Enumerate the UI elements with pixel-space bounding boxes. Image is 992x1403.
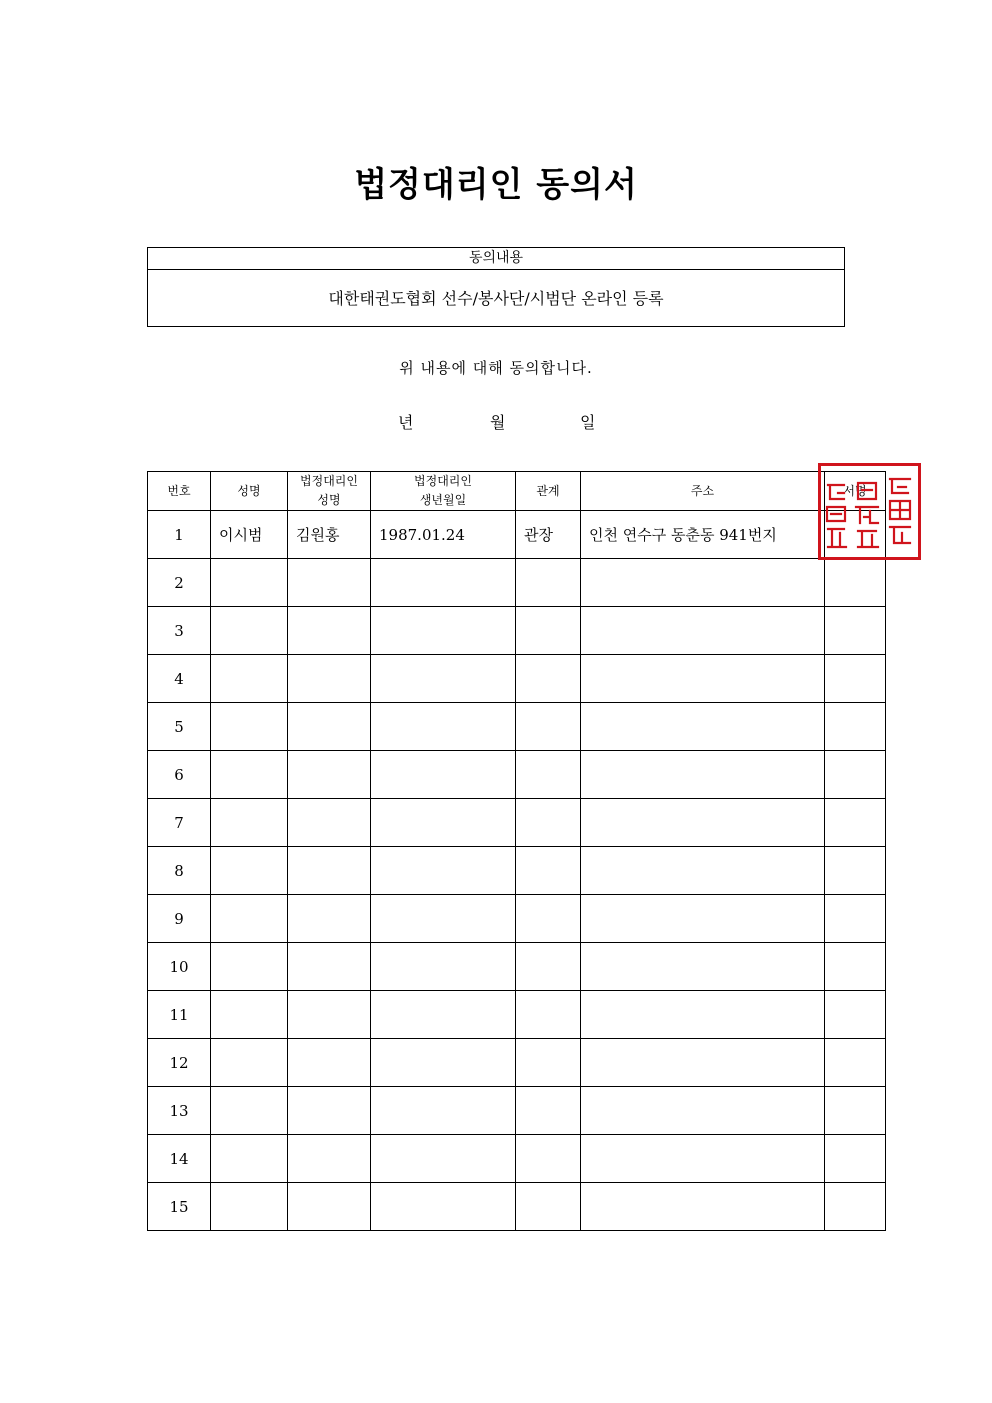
table-row (148, 799, 886, 847)
header-guardian-name-line1: 법정대리인 (300, 474, 358, 488)
consent-body: 대한태권도협회 선수/봉사단/시범단 온라인 등록 (328, 289, 664, 308)
cell-no: 14 (148, 1135, 211, 1183)
cell-name (211, 991, 288, 1039)
cell-no: 6 (148, 751, 211, 799)
cell-no: 9 (148, 895, 211, 943)
page-title: 법정대리인 동의서 (354, 165, 638, 205)
cell-relation (516, 1087, 581, 1135)
cell-name (211, 943, 288, 991)
cell-no: 13 (148, 1087, 211, 1135)
cell-address (581, 895, 825, 943)
cell-address (581, 1039, 825, 1087)
cell-relation (516, 847, 581, 895)
consent-box (147, 247, 845, 327)
cell-no: 2 (148, 559, 211, 607)
header-no: 번호 (148, 472, 211, 511)
cell-address (581, 751, 825, 799)
cell-signature (825, 799, 886, 847)
cell-name (211, 1135, 288, 1183)
cell-address (581, 559, 825, 607)
cell-name (211, 1183, 288, 1231)
cell-signature (825, 1183, 886, 1231)
cell-guardian-birth (371, 1039, 516, 1087)
cell-relation (516, 1135, 581, 1183)
cell-relation: 관장 (516, 511, 581, 559)
cell-guardian-birth (371, 991, 516, 1039)
header-guardian-name-line2: 성명 (317, 493, 341, 507)
cell-guardian-birth (371, 847, 516, 895)
cell-address (581, 655, 825, 703)
cell-address (581, 1135, 825, 1183)
cell-address: 인천 연수구 동춘동 941번지 (581, 511, 825, 559)
cell-no: 4 (148, 655, 211, 703)
cell-signature (825, 847, 886, 895)
table-row (148, 895, 886, 943)
table-row (148, 751, 886, 799)
cell-address (581, 703, 825, 751)
header-address: 주소 (581, 472, 825, 511)
cell-no: 5 (148, 703, 211, 751)
cell-no: 7 (148, 799, 211, 847)
cell-guardian-birth (371, 895, 516, 943)
table-header-row (148, 472, 886, 511)
header-guardian-birth-line2: 생년월일 (419, 493, 467, 507)
cell-guardian-name (288, 559, 371, 607)
header-name: 성명 (211, 472, 288, 511)
cell-guardian-name (288, 1039, 371, 1087)
cell-guardian-name (288, 655, 371, 703)
cell-no: 11 (148, 991, 211, 1039)
table-row (148, 1087, 886, 1135)
cell-signature (825, 751, 886, 799)
cell-name (211, 559, 288, 607)
cell-signature (825, 1135, 886, 1183)
cell-guardian-name (288, 1135, 371, 1183)
header-guardian-birth-line1: 법정대리인 (414, 474, 472, 488)
cell-guardian-name (288, 703, 371, 751)
cell-guardian-name: 김원홍 (288, 511, 371, 559)
cell-no: 1 (148, 511, 211, 559)
cell-guardian-name (288, 751, 371, 799)
table-row (148, 511, 886, 559)
table-row (148, 1039, 886, 1087)
cell-name (211, 799, 288, 847)
cell-signature (825, 1087, 886, 1135)
cell-signature (825, 559, 886, 607)
cell-guardian-birth (371, 703, 516, 751)
cell-guardian-name (288, 799, 371, 847)
cell-name (211, 607, 288, 655)
cell-guardian-name (288, 943, 371, 991)
cell-address (581, 991, 825, 1039)
seal-stamp-icon (818, 463, 921, 560)
cell-relation (516, 1039, 581, 1087)
cell-signature (825, 991, 886, 1039)
cell-address (581, 799, 825, 847)
table-row (148, 991, 886, 1039)
cell-guardian-name (288, 895, 371, 943)
cell-name (211, 1087, 288, 1135)
cell-no: 3 (148, 607, 211, 655)
cell-address (581, 847, 825, 895)
cell-guardian-name (288, 847, 371, 895)
header-relation: 관계 (516, 472, 581, 511)
header-guardian-birth (371, 472, 516, 511)
cell-relation (516, 559, 581, 607)
cell-name (211, 1039, 288, 1087)
table-row (148, 703, 886, 751)
cell-guardian-birth (371, 799, 516, 847)
cell-signature (825, 655, 886, 703)
cell-relation (516, 991, 581, 1039)
cell-guardian-name (288, 607, 371, 655)
cell-relation (516, 655, 581, 703)
table-row (148, 559, 886, 607)
cell-address (581, 943, 825, 991)
date-year-label: 년 (398, 413, 414, 432)
cell-no: 15 (148, 1183, 211, 1231)
agreement-text: 위 내용에 대해 동의합니다. (399, 359, 593, 377)
cell-signature (825, 895, 886, 943)
cell-signature (825, 703, 886, 751)
cell-address (581, 1183, 825, 1231)
cell-address (581, 1087, 825, 1135)
cell-name: 이시범 (211, 511, 288, 559)
cell-no: 8 (148, 847, 211, 895)
cell-guardian-name (288, 1183, 371, 1231)
cell-name (211, 655, 288, 703)
cell-signature (825, 607, 886, 655)
cell-guardian-birth (371, 559, 516, 607)
cell-name (211, 751, 288, 799)
cell-name (211, 895, 288, 943)
cell-relation (516, 943, 581, 991)
cell-relation (516, 799, 581, 847)
cell-relation (516, 703, 581, 751)
registration-table (147, 471, 886, 1231)
table-row (148, 1183, 886, 1231)
cell-relation (516, 751, 581, 799)
cell-guardian-name (288, 991, 371, 1039)
cell-no: 12 (148, 1039, 211, 1087)
table-row (148, 847, 886, 895)
cell-guardian-birth: 1987.01.24 (371, 511, 516, 559)
cell-signature (825, 1039, 886, 1087)
table-row (148, 607, 886, 655)
cell-no: 10 (148, 943, 211, 991)
table-row (148, 1135, 886, 1183)
cell-guardian-birth (371, 1183, 516, 1231)
date-day-label: 일 (580, 413, 596, 432)
table-row (148, 943, 886, 991)
cell-relation (516, 895, 581, 943)
cell-guardian-birth (371, 655, 516, 703)
cell-guardian-birth (371, 607, 516, 655)
cell-guardian-birth (371, 751, 516, 799)
cell-relation (516, 1183, 581, 1231)
cell-guardian-birth (371, 1087, 516, 1135)
cell-guardian-birth (371, 943, 516, 991)
consent-header: 동의내용 (148, 248, 844, 270)
cell-guardian-name (288, 1087, 371, 1135)
cell-address (581, 607, 825, 655)
cell-relation (516, 607, 581, 655)
date-month-label: 월 (490, 413, 506, 432)
table-row (148, 655, 886, 703)
cell-signature (825, 943, 886, 991)
cell-name (211, 703, 288, 751)
cell-guardian-birth (371, 1135, 516, 1183)
cell-name (211, 847, 288, 895)
header-signature: 서명 (825, 472, 886, 511)
header-guardian-name (288, 472, 371, 511)
